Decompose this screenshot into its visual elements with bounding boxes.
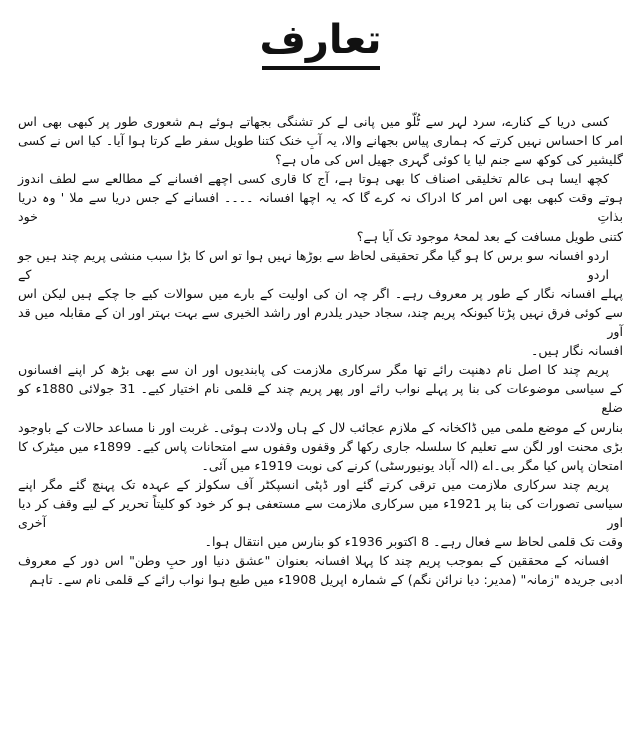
text-line: اردو افسانہ سو برس کا ہو گیا مگر تحقیقی لحاظ سے بوڑھا نہیں ہوا تو اس کا بڑا سبب منشی پریم چند ہیں جو اردو کے [18,247,609,282]
body-text [18,112,623,589]
text-line: افسانہ کے محققین کے بموجب پریم چند کا پہلا افسانہ بعنوان "عشق دنیا اور حبِ وطن" اس دور کے معروف [18,553,609,569]
text-line: گلیشیر کی کوکھ سے جنم لیا یا کوئی گہری جھیل اس کی ماں ہے؟ [275,152,623,168]
title-underline [262,66,380,70]
text-line: ادبی جریدہ "زمانہ" (مدیر: دیا نرائن نگم) کے شمارہ اپریل 1908ء میں طبع ہوا نواب رائے کے قلمی نام سے۔ تاہم [29,572,623,588]
text-line: امر کا احساس نہیں کرتے کہ ہماری پیاس بجھانے والا، یہ آبِ خنک کتنا طویل سفر طے کرتا ہوا آیا۔ کیا اس نے کسی [18,133,623,149]
text-line: پہلے افسانہ نگار کے طور پر معروف رہے۔ اگر چہ ان کی اولیت کے بارے میں سوالات کیے جا چکے ہیں لیکن اس [18,285,623,301]
text-line: ہوتے وقت کبھی بھی اس امر کا ادراک نہ کرے گا کہ یہ اچھا افسانہ ۔۔۔۔ افسانے کے جس دریا سے ملا ' وہ دریا بذاتِ خود [18,190,623,225]
text-line: پریم چند سرکاری ملازمت میں ترقی کرتے گئے اور ڈپٹی انسپکٹر آف سکولز کے عہدہ تک پہنچ گئے مگر اپنے [18,476,609,492]
text-line: سے کوئی فرق نہیں پڑتا کیونکہ پریم چند، سجاد حیدر یلدرم اور راشد الخیری سے بہت بہتر اور ان کے مقابلہ میں قد آور [18,304,623,340]
text-line: کسی دریا کے کنارے، سرد لہر سے ٹُلّو میں پانی لے کر تشنگی بجھاتے ہوئے ہم شعوری طور پر کبھی بھی اس [18,114,609,129]
paragraph [18,246,623,361]
text-line: پریم چند کا اصل نام دھنپت رائے تھا مگر سرکاری ملازمت کی پابندیوں اور ان سے بھی بڑھ کر اپنے افسانوں [18,362,609,378]
text-line: سیاسی تصورات کی بنا پر 1921ء میں سرکاری ملازمت سے مستعفی ہو کر خود کو کلیتاً تحریر کے لیے وقف کر دیا اور آخری [18,495,624,530]
paragraph [18,112,623,169]
text-line: بڑی محنت اور لگن سے تعلیم کا سلسلہ جاری رکھا گر وقفوں وقفوں سے امتحانات پاس کیے۔ 1899ء میں میٹرک کا [18,438,623,454]
text-line: کچھ ایسا ہی عالم تخلیقی اصناف کا بھی ہوتا ہے، آج کا قاری کسی اچھے افسانے کے مطالعے سے لطف اندوز [18,171,609,187]
paragraph [18,169,623,245]
page-title: تعارف [259,17,382,63]
text-line: کے سیاسی موضوعات کی بنا پر پہلے نواب رائے اور پھر پریم چند کے قلمی نام اختیار کیے۔ 31 جولائی 1880ء کو ضلع [18,381,624,416]
paragraph [18,551,623,589]
text-line: امتحان پاس کیا مگر بی۔اے (الہ آباد یونیورسٹی) کرنے کی نوبت 1919ء میں آئی۔ [201,457,623,473]
title-block [0,14,641,84]
paragraph [18,360,623,475]
paragraph [18,475,623,551]
text-line: افسانہ نگار ہیں۔ [530,343,623,359]
text-line: کتنی طویل مسافت کے بعد لمحۂ موجود تک آیا ہے؟ [356,228,623,244]
text-line: بنارس کے موضع ملمی میں ڈاکخانہ کے ملازم عجائب لال کے ہاں ولادت ہوئی۔ غربت اور نا مساعد حالات کے باوجود [18,419,623,435]
text-line: وقت تک قلمی لحاظ سے فعال رہے۔ 8 اکتوبر 1936ء کو بنارس میں انتقال ہوا۔ [204,534,623,550]
